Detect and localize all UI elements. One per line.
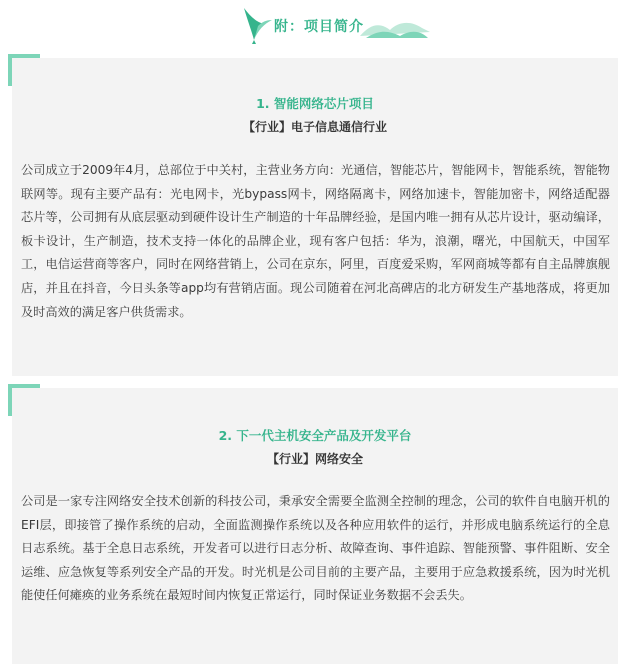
corner-bracket-decoration: [8, 54, 40, 86]
project-card: [12, 388, 618, 664]
project-industry: 【行业】网络安全: [266, 452, 363, 466]
bird-logo-icon: [240, 6, 274, 46]
section-header: [0, 0, 630, 50]
project-title: 2. 下一代主机安全产品及开发平台: [218, 428, 412, 443]
project-card: [12, 58, 618, 376]
project-industry: 【行业】电子信息通信行业: [242, 120, 387, 134]
project-title: 1. 智能网络芯片项目: [256, 96, 374, 111]
hills-decoration-icon: [360, 16, 430, 40]
section-title: 附：项目简介: [274, 19, 364, 35]
project-description: 公司是一家专注网络安全技术创新的科技公司，秉承安全需要全监测全控制的理念，公司的软件自电脑开机的EFI层，即接管了操作系统的启动，全面监测操作系统以及各种应用软件的运行，并形成电脑系统运行的全息日志系统。基于全息日志系统，开发者可以进行日志分析、故障查询、事件追踪、智能预警、事件阻断、安全运维、应急恢复等系列安全产品的开发。时光机是公司目前的主要产品，主要用于应急救援系统，因为时光机能使任何瘫痪的业务系统在最短时间内恢复正常运行，同时保证业务数据不会丢失。: [21, 494, 610, 603]
project-description: 公司成立于2009年4月，总部位于中关村，主营业务方向：光通信，智能芯片，智能网卡，智能系统，智能物联网等。现有主要产品有：光电网卡，光bypass网卡，网络隔离卡，网络加速卡，智能加密卡，网络适配器芯片等，公司拥有从底层驱动到硬件设计生产制造的十年品牌经验，是国内唯一拥有从芯片设计，驱动编译，板卡设计，生产制造，技术支持一体化的品牌企业，现有客户包括：华为，浪潮，曙光，中国航天，中国军工，电信运营商等客户，同时在网络营销上，公司在京东，阿里，百度爱采购，军网商城等都有自主品牌旗舰店，并且在抖音，今日头条等app均有营销店面。现公司随着在河北高碑店的北方研发生产基地落成，将更加及时高效的满足客户供货需求。: [21, 163, 610, 319]
corner-bracket-decoration: [8, 384, 40, 416]
